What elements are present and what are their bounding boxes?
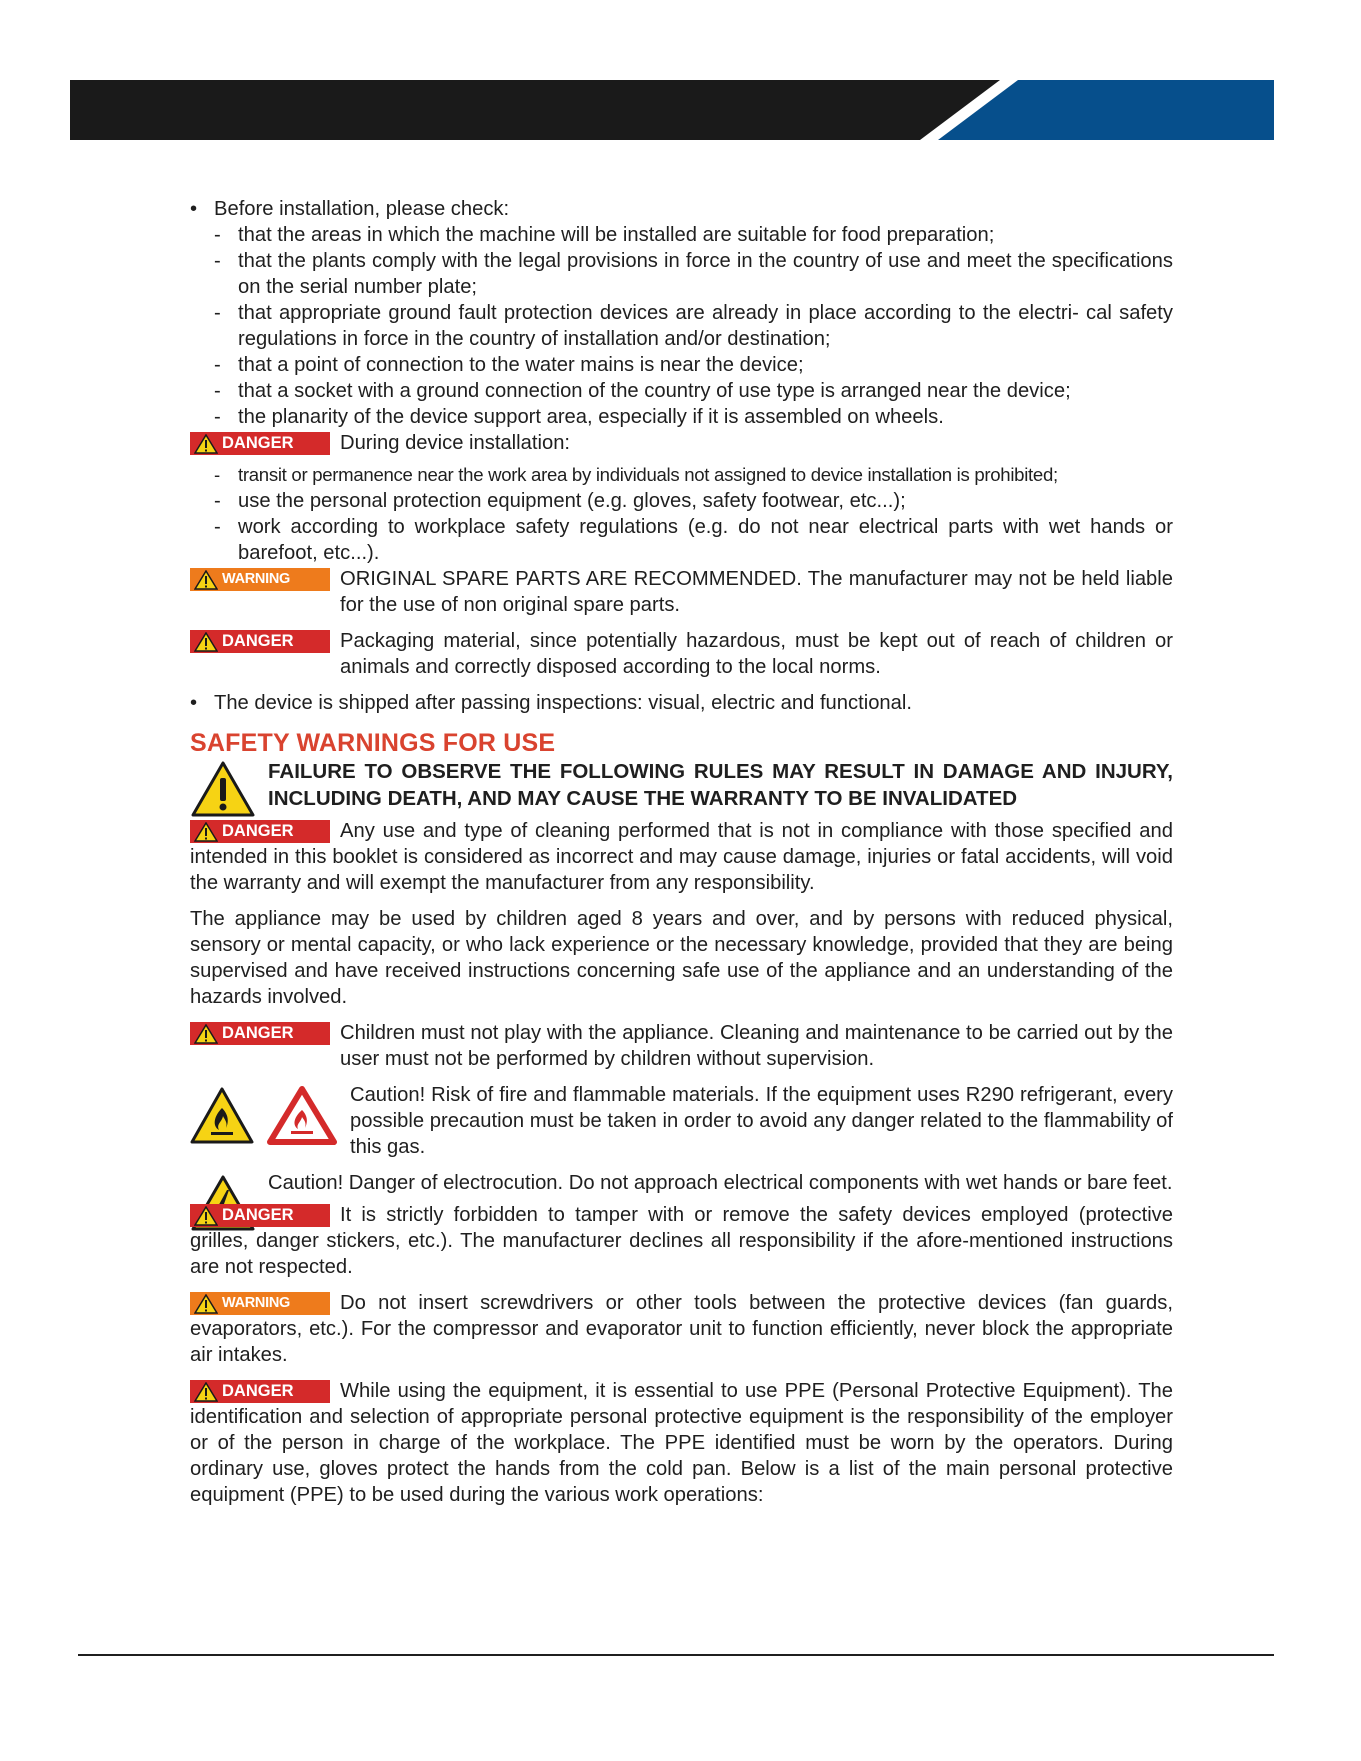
- danger-notice-packaging: DANGER Packaging material, since potentially hazardous, must be kept out of reach of children or animals and correctly disposed according to the local norms.: [190, 628, 1173, 680]
- danger-badge: DANGER: [190, 432, 330, 455]
- flammable-red-icon: [270, 1089, 334, 1142]
- list-item: - that a point of connection to the water mains is near the device;: [214, 354, 804, 376]
- electrocution-notice: [190, 1170, 1173, 1196]
- page-content: [190, 196, 1173, 1508]
- warning-triangle-icon: [194, 1294, 218, 1314]
- list-item: - use the personal protection equipment (e.g. gloves, safety footwear, etc...);: [214, 490, 906, 512]
- list-item: - that the plants comply with the legal provisions in force in the country of use and meet the specifications on the serial number plate;: [214, 250, 1173, 298]
- list-item: - that the areas in which the machine will be installed are suitable for food preparation;: [214, 224, 995, 246]
- electrocution-notice-text: Caution! Danger of electrocution. Do not approach electrical components with wet hands or bare feet.: [268, 1172, 1173, 1194]
- danger-notice-tamper: DANGER It is strictly forbidden to tamper with or remove the safety devices employed (protective grilles, danger stickers, etc.). The manufacturer declines all responsibility if the afore-mentioned instructions are not respected.: [190, 1204, 1173, 1278]
- danger-badge: DANGER: [190, 1380, 330, 1403]
- danger-notice-ppe: DANGER While using the equipment, it is essential to use PPE (Personal Protective Equipment). The identification and selection of appropriate personal protective equipment is the responsibility of the employer or of the person in charge of the workplace. The PPE identified must be worn by the operators. During ordinary use, gloves protect the hands from the cold pan. Below is a list of the main personal protective equipment (PPE) to be used during the various work operations:: [190, 1380, 1173, 1506]
- warning-triangle-icon: [194, 822, 218, 842]
- danger-badge: DANGER: [190, 1022, 330, 1045]
- danger-notice-children: DANGER Children must not play with the appliance. Cleaning and maintenance to be carried out by the user must not be performed by children without supervision.: [190, 1020, 1173, 1072]
- header-dark-band: [70, 80, 1000, 140]
- list-item: - that a socket with a ground connection of the country of use type is arranged near the device;: [214, 380, 1071, 402]
- fire-notice-text: Caution! Risk of fire and flammable materials. If the equipment uses R290 refrigerant, every possible precaution must be taken in order to avoid any danger related to the flammability of this gas.: [350, 1084, 1173, 1158]
- list-item: - that appropriate ground fault protection devices are already in place according to the electri- cal safety regulations in force in the country of installation and/or destination;: [214, 302, 1173, 350]
- danger-badge: DANGER: [190, 820, 330, 843]
- warning-triangle-icon: [194, 1024, 218, 1044]
- flammable-yellow-icon: [192, 1089, 252, 1142]
- list-item: - transit or permanence near the work area by individuals not assigned to device installation is prohibited;: [214, 464, 1058, 485]
- warning-badge: WARNING: [190, 568, 330, 591]
- list-item: • The device is shipped after passing inspections: visual, electric and functional.: [190, 692, 912, 714]
- section-title: SAFETY WARNINGS FOR USE: [190, 729, 556, 757]
- warning-triangle-icon: [194, 632, 218, 652]
- fire-notice: [190, 1082, 1173, 1160]
- danger-badge: DANGER: [190, 1204, 330, 1227]
- header-blue-band: [938, 80, 1274, 140]
- danger-notice-installation: DANGER During device installation:: [190, 430, 1173, 456]
- list-item: - work according to workplace safety regulations (e.g. do not near electrical parts with wet hands or barefoot, etc...).: [214, 516, 1173, 564]
- list-item: - the planarity of the device support area, especially if it is assembled on wheels.: [214, 406, 944, 428]
- warning-triangle-icon: [194, 570, 218, 590]
- danger-badge: DANGER: [190, 630, 330, 653]
- warning-triangle-icon: [190, 760, 256, 818]
- danger-notice-improper-use: DANGER Any use and type of cleaning performed that is not in compliance with those specified and intended in this booklet is considered as incorrect and may cause damage, injuries or fatal accidents, will void the warranty and will exempt the manufacturer from any responsibility.: [190, 820, 1173, 894]
- header-band: [0, 0, 1361, 150]
- warning-triangle-icon: [194, 1382, 218, 1402]
- paragraph-children-use: The appliance may be used by children aged 8 years and over, and by persons with reduced physical, sensory or mental capacity, or who lack experience or the necessary knowledge, provided that they are being supervised and have received instructions concerning safe use of the appliance and an understanding of the hazards involved.: [190, 908, 1173, 1008]
- list-item: • Before installation, please check:: [190, 198, 510, 220]
- warning-triangle-icon: [194, 434, 218, 454]
- warning-badge: WARNING: [190, 1292, 330, 1315]
- fire-icons: [190, 1086, 338, 1153]
- warning-triangle-icon: [194, 1206, 218, 1226]
- warning-headline: FAILURE TO OBSERVE THE FOLLOWING RULES MAY RESULT IN DAMAGE AND INJURY, INCLUDING DEATH, AND MAY CAUSE THE WARRANTY TO BE INVALIDATED: [190, 758, 1173, 812]
- warning-notice-spare-parts: WARNING ORIGINAL SPARE PARTS ARE RECOMMENDED. The manufacturer may not be held liable for the use of non original spare parts.: [190, 566, 1173, 618]
- footer-rule: [78, 1654, 1274, 1656]
- warning-notice-screwdrivers: WARNING Do not insert screwdrivers or other tools between the protective devices (fan guards, evaporators, etc.). For the compressor and evaporator unit to function efficiently, never block the appropriate air intakes.: [190, 1292, 1173, 1366]
